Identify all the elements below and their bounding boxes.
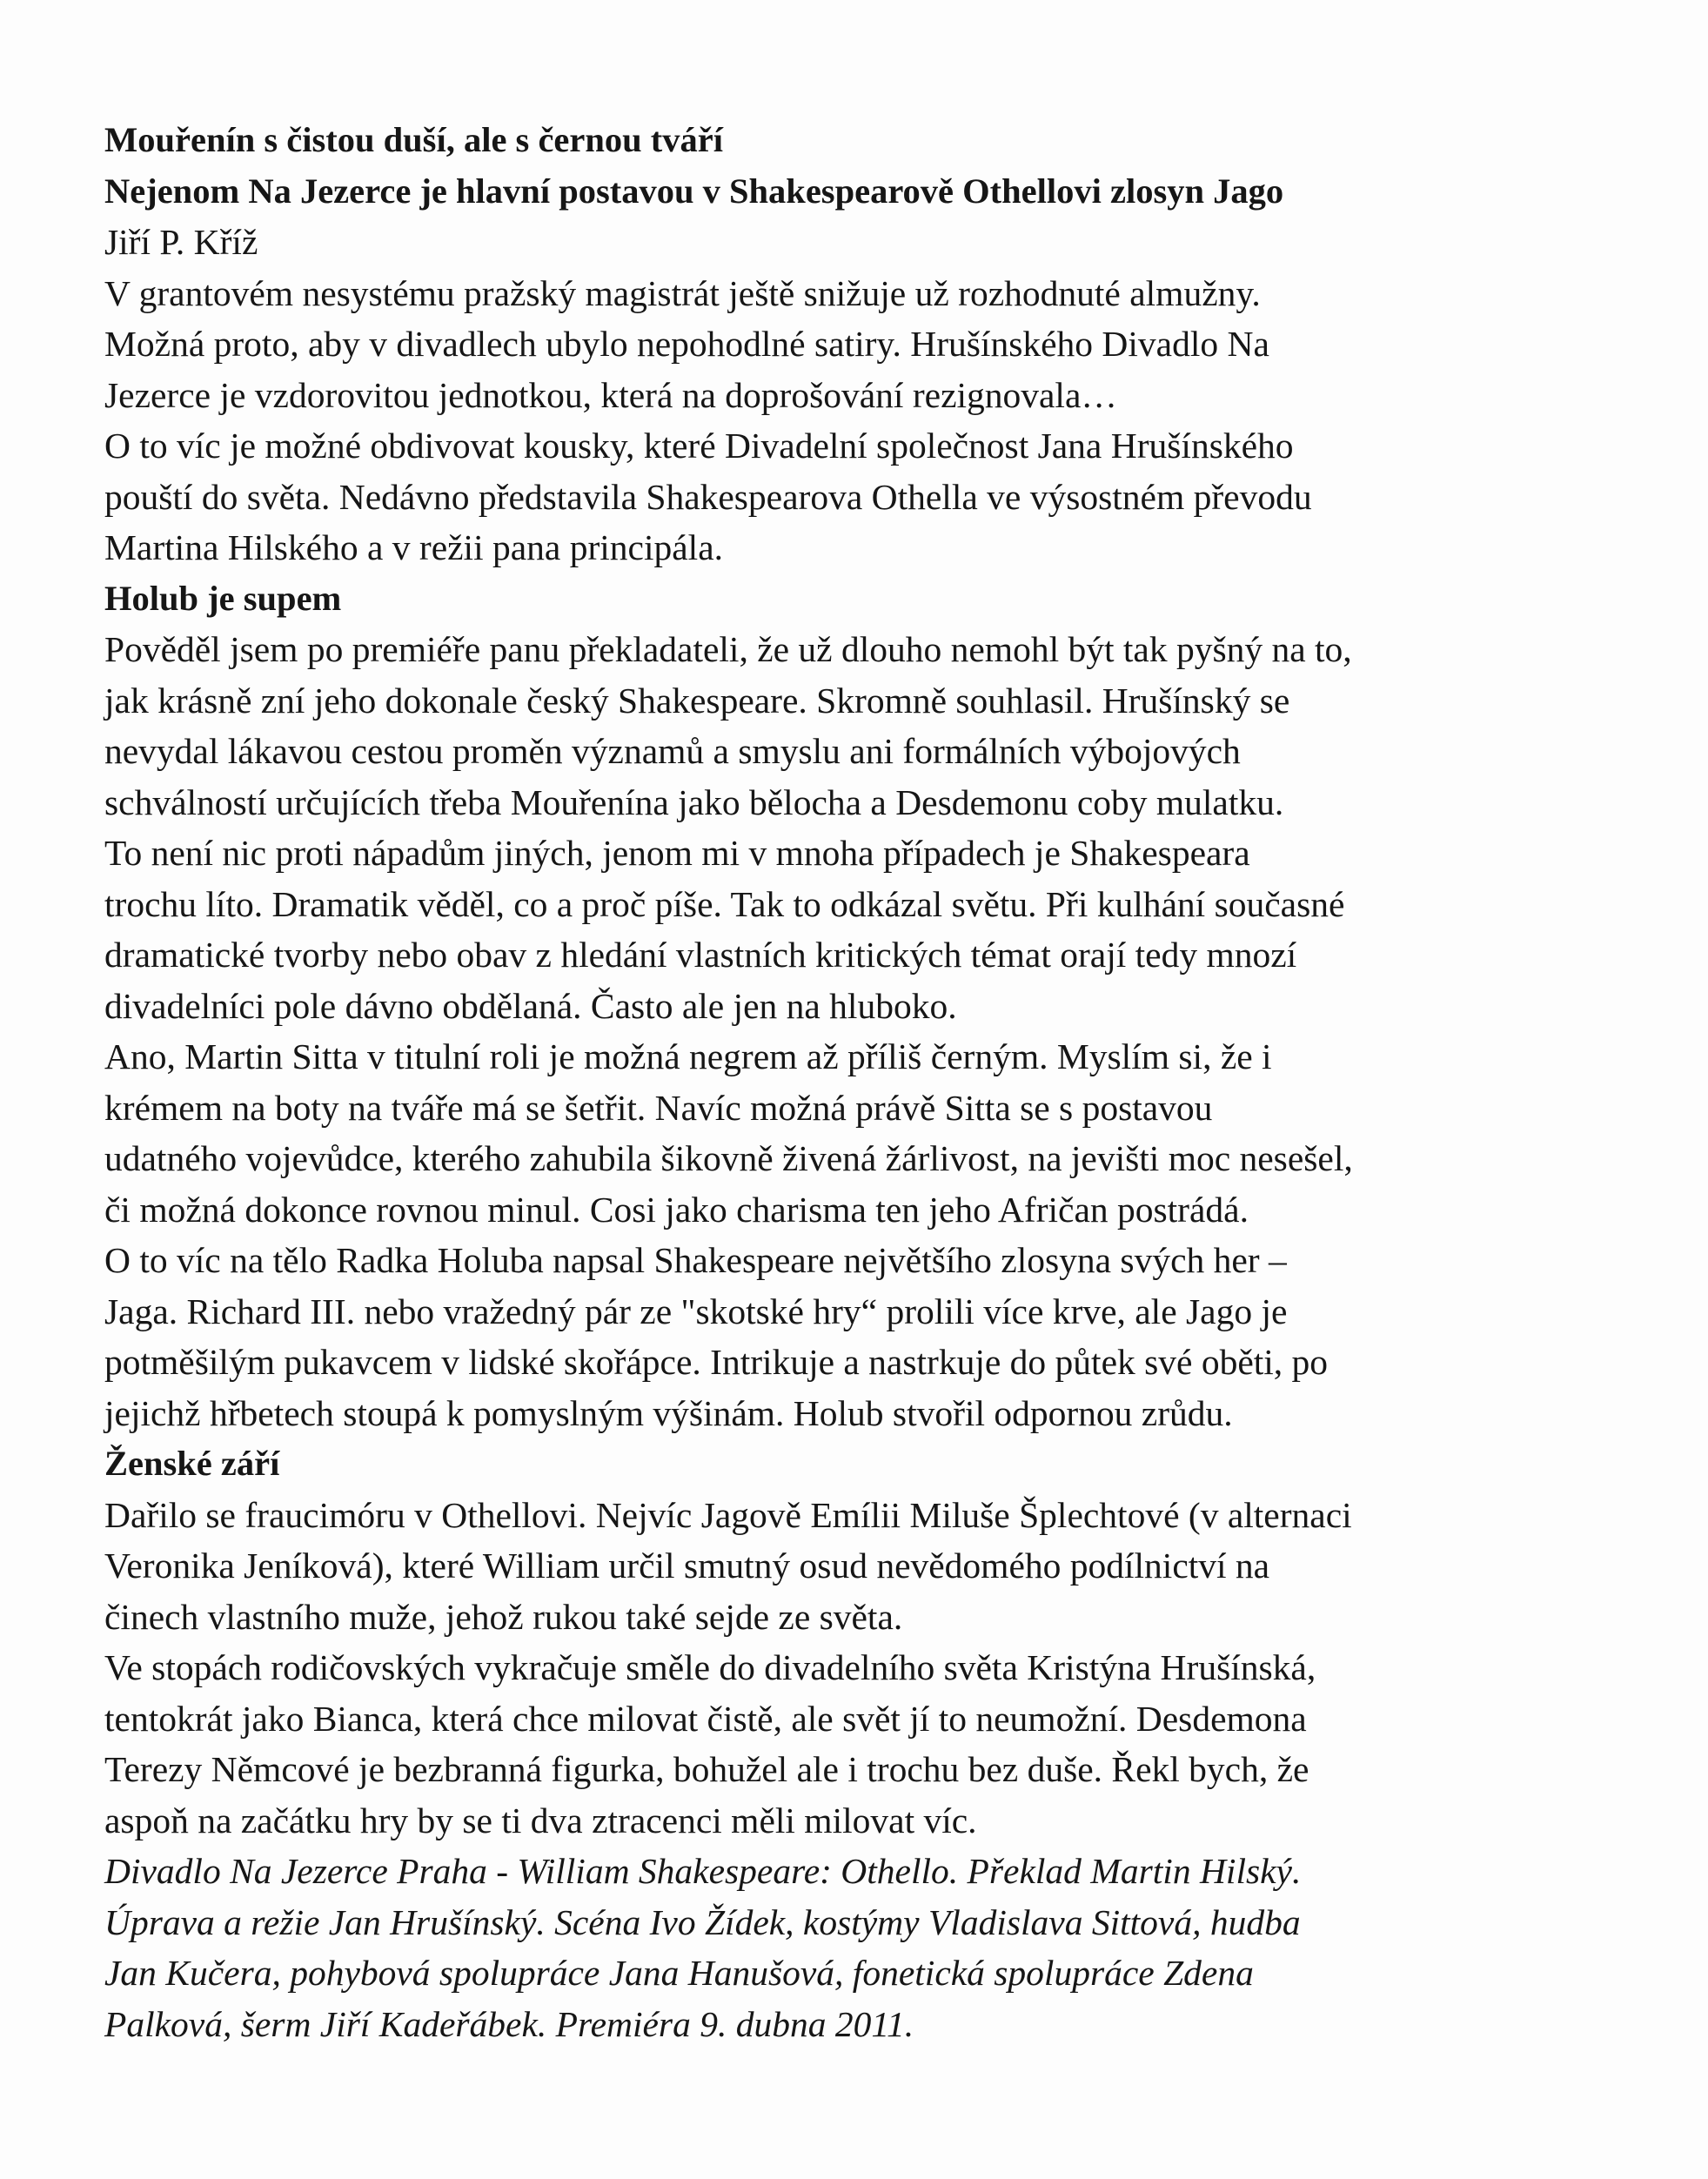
text-line: jak krásně zní jeho dokonale český Shakespeare. Skromně souhlasil. Hrušínský se bbox=[104, 680, 1290, 721]
text-line: Pověděl jsem po premiéře panu překladateli, že už dlouho nemohl být tak pyšný na to, bbox=[104, 629, 1352, 669]
text-line: V grantovém nesystému pražský magistrát ještě snižuje už rozhodnuté almužny. bbox=[104, 272, 1261, 313]
text-line: To není nic proti nápadům jiných, jenom mi v mnoha případech je Shakespeara bbox=[104, 833, 1250, 873]
text-line: udatného vojevůdce, kterého zahubila šikovně živená žárlivost, na jevišti moc nesešel, bbox=[104, 1138, 1353, 1178]
credits-line: Jan Kučera, pohybová spolupráce Jana Hanušová, fonetická spolupráce Zdena bbox=[104, 1953, 1254, 1993]
credits-line: Úprava a režie Jan Hrušínský. Scéna Ivo Žídek, kostýmy Vladislava Sittová, hudba bbox=[104, 1901, 1301, 1942]
text-line: pouští do světa. Nedávno představila Shakespearova Othella ve výsostném převodu bbox=[104, 476, 1312, 517]
text-line: Terezy Němcové je bezbranná figurka, bohužel ale i trochu bez duše. Řekl bych, že bbox=[104, 1749, 1309, 1789]
credits-line: Palková, šerm Jiří Kadeřábek. Premiéra 9. dubna 2011. bbox=[104, 2003, 914, 2044]
text-line: Jaga. Richard III. nebo vražedný pár ze "skotské hry“ prolili více krve, ale Jago je bbox=[104, 1291, 1288, 1331]
text-line: tentokrát jako Bianca, která chce milovat čistě, ale svět jí to neumožní. Desdemona bbox=[104, 1698, 1307, 1739]
text-line: krémem na boty na tváře má se šetřit. Navíc možná právě Sitta se s postavou bbox=[104, 1087, 1213, 1128]
text-line: Veronika Jeníková), které William určil smutný osud nevědomého podílnictví na bbox=[104, 1545, 1270, 1586]
section-holub-body bbox=[104, 624, 1636, 1438]
article-subtitle: Nejenom Na Jezerce je hlavní postavou v Shakespearově Othellovi zlosyn Jago bbox=[104, 171, 1284, 211]
text-line: Ve stopách rodičovských vykračuje směle do divadelního světa Kristýna Hrušínská, bbox=[104, 1647, 1316, 1687]
production-credits bbox=[104, 1846, 1636, 2049]
section-heading-holub: Holub je supem bbox=[104, 578, 342, 618]
text-line: nevydal lákavou cestou proměn významů a smyslu ani formálních výbojových bbox=[104, 731, 1241, 771]
text-line: Možná proto, aby v divadlech ubylo nepohodlné satiry. Hrušínského Divadlo Na bbox=[104, 324, 1269, 364]
text-line: Dařilo se fraucimóru v Othellovi. Nejvíc Jagově Emílii Miluše Šplechtové (v alternaci bbox=[104, 1494, 1352, 1535]
text-line: či možná dokonce rovnou minul. Cosi jako charisma ten jeho Afričan postrádá. bbox=[104, 1189, 1249, 1230]
section-heading-zenske: Ženské září bbox=[104, 1444, 280, 1483]
section-zenske-body bbox=[104, 1490, 1636, 1847]
text-line: O to víc je možné obdivovat kousky, které Divadelní společnost Jana Hrušínského bbox=[104, 426, 1294, 466]
lead-paragraph bbox=[104, 268, 1636, 573]
text-line: aspoň na začátku hry by se ti dva ztracenci měli milovat víc. bbox=[104, 1800, 977, 1840]
text-line: Jezerce je vzdorovitou jednotkou, která na doprošování rezignovala… bbox=[104, 374, 1117, 415]
article bbox=[104, 115, 1636, 2049]
text-line: dramatické tvorby nebo obav z hledání vlastních kritických témat orají tedy mnozí bbox=[104, 935, 1297, 975]
text-line: jejichž hřbetech stoupá k pomyslným výšinám. Holub stvořil odpornou zrůdu. bbox=[104, 1392, 1233, 1433]
text-line: divadelníci pole dávno obdělaná. Často ale jen na hluboko. bbox=[104, 985, 957, 1026]
text-line: Ano, Martin Sitta v titulní roli je možná negrem až příliš černým. Myslím si, že i bbox=[104, 1036, 1272, 1076]
text-line: trochu líto. Dramatik věděl, co a proč píše. Tak to odkázal světu. Při kulhání současné bbox=[104, 883, 1345, 924]
article-title: Mouřenín s čistou duší, ale s černou tváří bbox=[104, 120, 724, 159]
text-line: potměšilým pukavcem v lidské skořápce. Intrikuje a nastrkuje do půtek své oběti, po bbox=[104, 1342, 1329, 1382]
credits-line: Divadlo Na Jezerce Praha - William Shakespeare: Othello. Překlad Martin Hilský. bbox=[104, 1851, 1302, 1891]
text-line: schválností určujících třeba Mouřenína jako bělocha a Desdemonu coby mulatku. bbox=[104, 781, 1284, 822]
text-line: činech vlastního muže, jehož rukou také sejde ze světa. bbox=[104, 1596, 903, 1637]
text-line: O to víc na tělo Radka Holuba napsal Shakespeare největšího zlosyna svých her – bbox=[104, 1240, 1287, 1280]
text-line: Martina Hilského a v režii pana principála. bbox=[104, 527, 723, 567]
author-byline: Jiří P. Kříž bbox=[104, 222, 258, 262]
